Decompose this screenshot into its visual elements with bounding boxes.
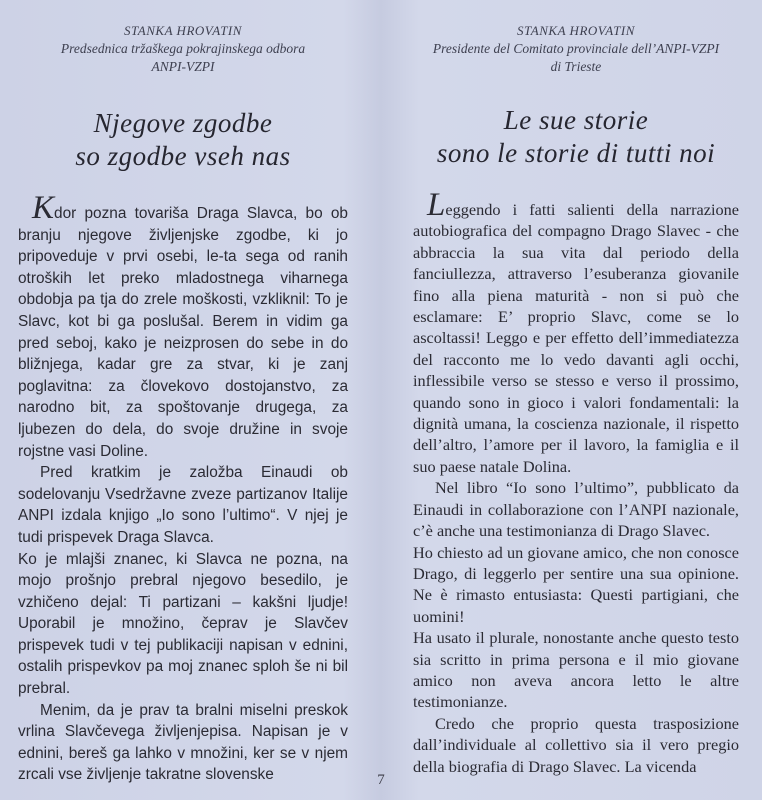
article-body: [18, 190, 348, 786]
drop-cap: L: [427, 187, 446, 223]
paragraph: Ho chiesto ad un giovane amico, che non conosce Drago, di leggerlo per sentire una sua opinione. Ne è rimasto entusiasta: Questi partigiani, che uomini!: [413, 542, 739, 626]
author-role: Presidente del Comitato provinciale dell’ANPI-VZPI: [432, 41, 720, 56]
author-role: Predsednica tržaškega pokrajinskega odbora: [60, 41, 306, 56]
article-title: [18, 107, 348, 173]
paragraph: Nel libro “Io sono l’ultimo”, pubblicato da Einaudi in collaborazione con l’ANPI nazionale, c’è anche una testimonianza di Drago Slavec.: [413, 478, 739, 541]
author-organization: di Trieste: [550, 59, 602, 74]
paragraph: Pred kratkim je založba Einaudi ob sodelovanju Vsedržavne zveze partizanov Italije ANPI izdala knjigo „Io sono l’ultimo“. V njej je tudi prispevek Draga Slavca.: [18, 464, 348, 546]
title-line-2: sono le storie di tutti noi: [436, 138, 716, 168]
paragraph-text: dor pozna tovariša Draga Slavca, bo ob branju njegove življenjske zgodbe, ki jo pripoveduje v prvi osebi, le-ta sega od ranih otroških let preko mladostnega viharnega obdobja pa tja do zrele moškosti, vzkliknil: To je Slavc, kot bi ga poslušal. Berem in vidim ga pred seboj, kako je neizprosen do sebe in do bližnjega, kadar gre za stvar, ki je zanj poglavitna: za človekovo dostojanstvo, za narodno bit, za spoštovanje drugega, za ljubezen do dela, do svoje družine in svoje rojstne vasi Doline.: [18, 205, 348, 460]
paragraph: Credo che proprio questa trasposizione dall’individuale al collettivo sia il vero pregio della biografia di Drago Slavec. La vicenda: [413, 713, 739, 776]
author-block: [18, 22, 348, 76]
author-name: STANKA HROVATIN: [517, 23, 635, 38]
author-organization: ANPI-VZPI: [151, 59, 215, 74]
paragraph-text: eggendo i fatti salienti della narrazione autobiografica del compagno Drago Slavec - che abbraccia la sua vita dal periodo della fanciullezza, attraverso l’esuberanza giovanile fino alla piena maturità - non si può che esclamare: E’ proprio Slavc, come se lo ascoltassi! Leggo e per effetto dell’immediatezza del racconto me lo vedo davanti agli occhi, inflessibile verso se stesso e verso il prossimo, quando sono in gioco i valori fondamentali: la dignità umana, la coscienza nazionale, il rispetto dell’altro, l’amore per il lavoro, la famiglia e il suo paese natale Dolina.: [413, 200, 739, 476]
slovenian-column: [18, 0, 348, 784]
paragraph: [18, 190, 348, 462]
article-body: [413, 187, 739, 777]
author-block: [413, 22, 739, 76]
italian-column: [413, 0, 739, 776]
paragraph: Ko je mlajši znanec, ki Slavca ne pozna, na mojo prošnjo prebral njegovo besedilo, je vzhičeno dejal: Ti partizani – kakšni ljudje! Uporabil je množino, čeprav je Slavčev prispevek tudi v tej publikaciji napisan v ednini, ostalih prispevkov pa moj znanec sploh še ni bil prebral.: [18, 550, 348, 698]
title-line-1: Njegove zgodbe: [93, 108, 273, 138]
title-line-2: so zgodbe vseh nas: [75, 141, 291, 171]
article-title: [413, 104, 739, 170]
title-line-1: Le sue storie: [503, 105, 649, 135]
paragraph: Ha usato il plurale, nonostante anche questo testo sia scritto in prima persona e il mio giovane amico non aveva ancora letto le altre testimonianze.: [413, 628, 739, 712]
paragraph: [413, 187, 739, 477]
paragraph: Menim, da je prav ta bralni miselni preskok vrlina Slavčevega življenjepisa. Napisan je v ednini, bereš ga lahko v množini, ker se v njem zrcali vse življenje takratne slovenske: [18, 701, 348, 784]
author-name: STANKA HROVATIN: [124, 23, 242, 38]
page-number: 7: [377, 772, 385, 788]
drop-cap: K: [32, 190, 55, 226]
